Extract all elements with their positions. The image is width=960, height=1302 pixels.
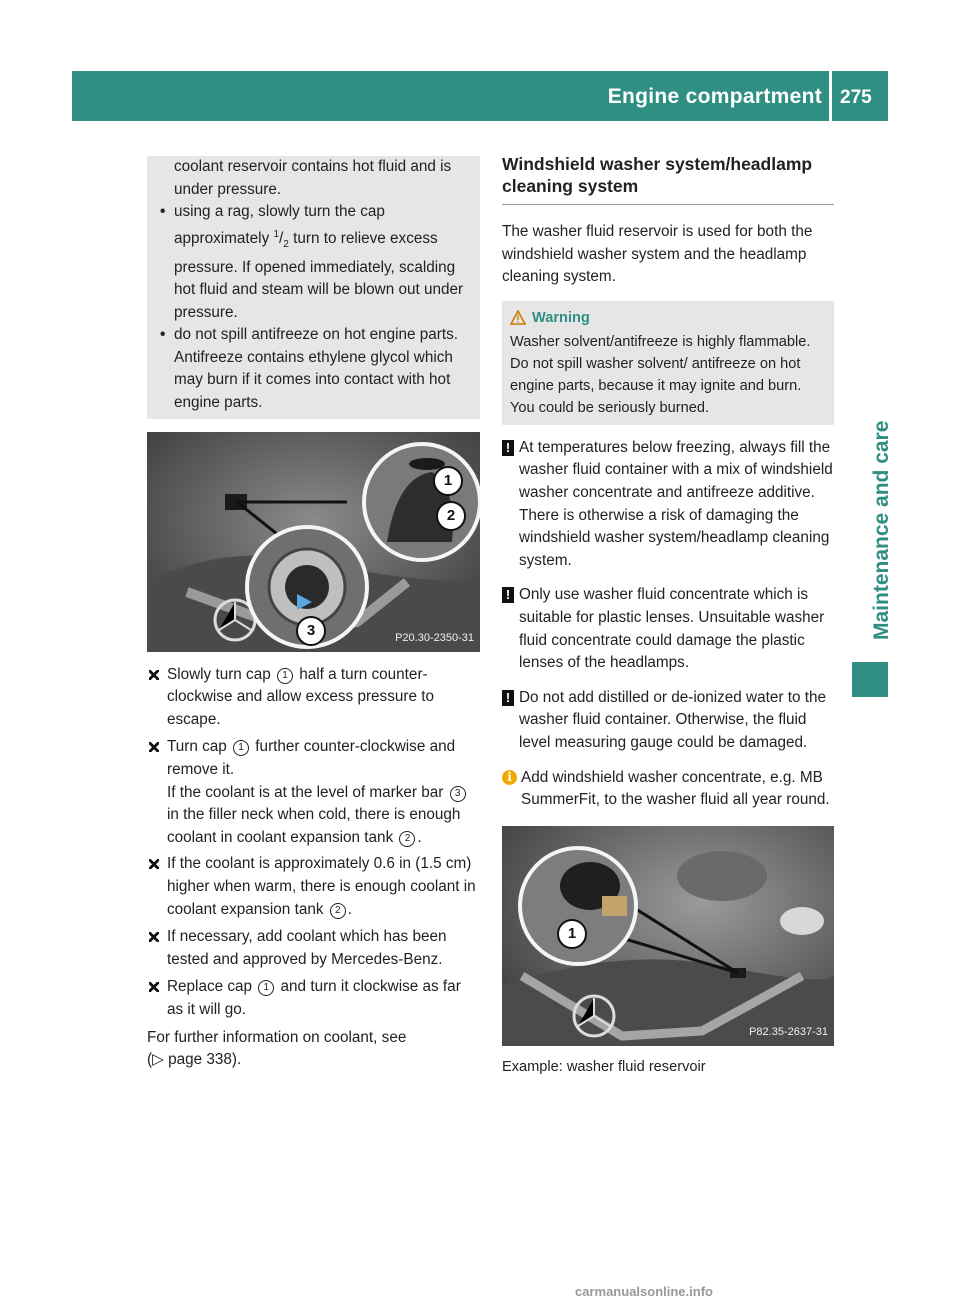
note-text: At temperatures below freezing, always fill the washer fluid container with a mix of windshield washer concentrate and antifreeze additive. There is otherwise a risk of damaging the windshield washer system/headlamp cleaning system. bbox=[519, 438, 833, 569]
section-title: Windshield washer system/headlamp cleaning system bbox=[502, 153, 834, 205]
step-item: If necessary, add coolant which has been tested and approved by Mercedes-Benz. bbox=[147, 926, 480, 971]
step-text: If the coolant is approximately 0.6 in (1.5 cm) higher when warm, there is enough coolant in coolant expansion tank bbox=[167, 855, 476, 918]
washer-reservoir-illustration bbox=[502, 826, 834, 1046]
info-note bbox=[502, 767, 834, 812]
callout-ref: 2 bbox=[330, 903, 346, 919]
left-column bbox=[147, 156, 480, 1072]
procedure-steps bbox=[147, 664, 480, 1022]
further-info: For further information on coolant, see (▷ page 338). bbox=[147, 1028, 407, 1069]
caution-bullet-text: using a rag, slowly turn the cap approximately bbox=[174, 203, 385, 247]
step-text: If the coolant is at the level of marker bar bbox=[167, 783, 448, 801]
photo-reference: P20.30-2350-31 bbox=[395, 632, 474, 645]
callout-ref: 1 bbox=[258, 980, 274, 996]
callout-ref: 1 bbox=[277, 668, 293, 684]
warning-triangle-icon bbox=[510, 310, 526, 325]
step-item bbox=[147, 664, 480, 732]
step-text: . bbox=[417, 828, 422, 846]
note-text: Do not add distilled or de-ionized water to the washer fluid container. Otherwise, the fluid level measuring gauge could be damaged. bbox=[519, 688, 826, 751]
further-info-text: For further information on coolant, see bbox=[147, 1028, 407, 1046]
photo-caption: Example: washer fluid reservoir bbox=[502, 1058, 706, 1075]
callout-3: 3 bbox=[296, 616, 326, 646]
callout-ref: 1 bbox=[233, 740, 249, 756]
warning-header bbox=[510, 307, 826, 329]
page-reference-link[interactable]: page 338). bbox=[163, 1051, 242, 1069]
caution-lead: coolant reservoir contains hot fluid and is under pressure. bbox=[174, 158, 452, 198]
step-text: Turn cap bbox=[167, 738, 232, 756]
step-text: further counter-clockwise and remove it. bbox=[167, 738, 456, 779]
warning-label: Warning bbox=[532, 309, 590, 326]
caution-box bbox=[147, 156, 480, 419]
fraction-denominator: 2 bbox=[283, 238, 289, 250]
step-text: and turn it clockwise as far as it will go. bbox=[167, 978, 461, 1018]
step-continuation bbox=[147, 853, 480, 921]
warning-text: Washer solvent/antifreeze is highly flammable. Do not spill washer solvent/ antifreeze on hot engine parts, because it may ignite and burn. You could be seriously burned. bbox=[510, 333, 811, 416]
caution-bullet: • do not spill antifreeze on hot engine parts. Antifreeze contains ethylene glycol which may burn if it comes into contact with hot engine parts. bbox=[159, 324, 470, 414]
info-icon: i bbox=[502, 770, 517, 785]
step-text: . bbox=[347, 900, 352, 918]
info-text: Add windshield washer concentrate, e.g. MB SummerFit, to the washer fluid all year round. bbox=[521, 768, 830, 809]
callout-ref: 3 bbox=[450, 786, 466, 802]
callout-1: 1 bbox=[557, 919, 587, 949]
side-tab-label: Maintenance and care bbox=[870, 420, 893, 640]
callout-1: 1 bbox=[433, 466, 463, 496]
side-tab-marker bbox=[852, 662, 888, 697]
header-separator bbox=[829, 71, 832, 121]
washer-reservoir-photo bbox=[502, 826, 834, 1046]
note-text: Only use washer fluid concentrate which is suitable for plastic lenses. Unsuitable washer fluid concentrate could damage the plastic lenses of the headlamps. bbox=[519, 586, 825, 672]
caution-note bbox=[502, 437, 834, 573]
step-text: in the filler neck when cold, there is enough coolant in coolant expansion tank bbox=[167, 806, 461, 846]
caution-bullet-text: turn to relieve excess pressure. If opened immediately, scalding hot fluid and steam will be blown out under pressure. bbox=[174, 229, 464, 321]
intro-paragraph: The washer fluid reservoir is used for both the windshield washer system and the headlamp cleaning system. bbox=[502, 223, 813, 286]
fraction-numerator: 1 bbox=[273, 228, 280, 240]
caution-note bbox=[502, 687, 834, 755]
exclamation-icon: ! bbox=[502, 587, 514, 603]
exclamation-icon: ! bbox=[502, 690, 514, 706]
page-number: 275 bbox=[840, 87, 872, 108]
caution-bullet: • using a rag, slowly turn the cap approximately $^1/_2$ turn to relieve excess pressure. If opened immediately, scalding hot fluid and steam will be blown out under pressure. bbox=[159, 201, 470, 324]
warning-box bbox=[502, 301, 834, 425]
coolant-tank-photo bbox=[147, 432, 480, 652]
step-text: half a turn counter-clockwise and allow excess pressure to escape. bbox=[167, 665, 434, 728]
step-text: Replace cap bbox=[167, 978, 257, 996]
page-ref-arrow-icon: ▷ bbox=[152, 1051, 164, 1069]
page-title: Engine compartment bbox=[607, 85, 822, 108]
photo-reference: P82.35-2637-31 bbox=[749, 1026, 828, 1039]
callout-2: 2 bbox=[436, 501, 466, 531]
exclamation-icon: ! bbox=[502, 440, 514, 456]
step-item bbox=[147, 976, 480, 1021]
step-text: Slowly turn cap bbox=[167, 665, 275, 683]
callout-ref: 2 bbox=[399, 831, 415, 847]
step-item bbox=[147, 736, 480, 849]
watermark: carmanualsonline.info bbox=[575, 1284, 713, 1299]
right-column bbox=[502, 153, 834, 1078]
caution-note bbox=[502, 584, 834, 674]
